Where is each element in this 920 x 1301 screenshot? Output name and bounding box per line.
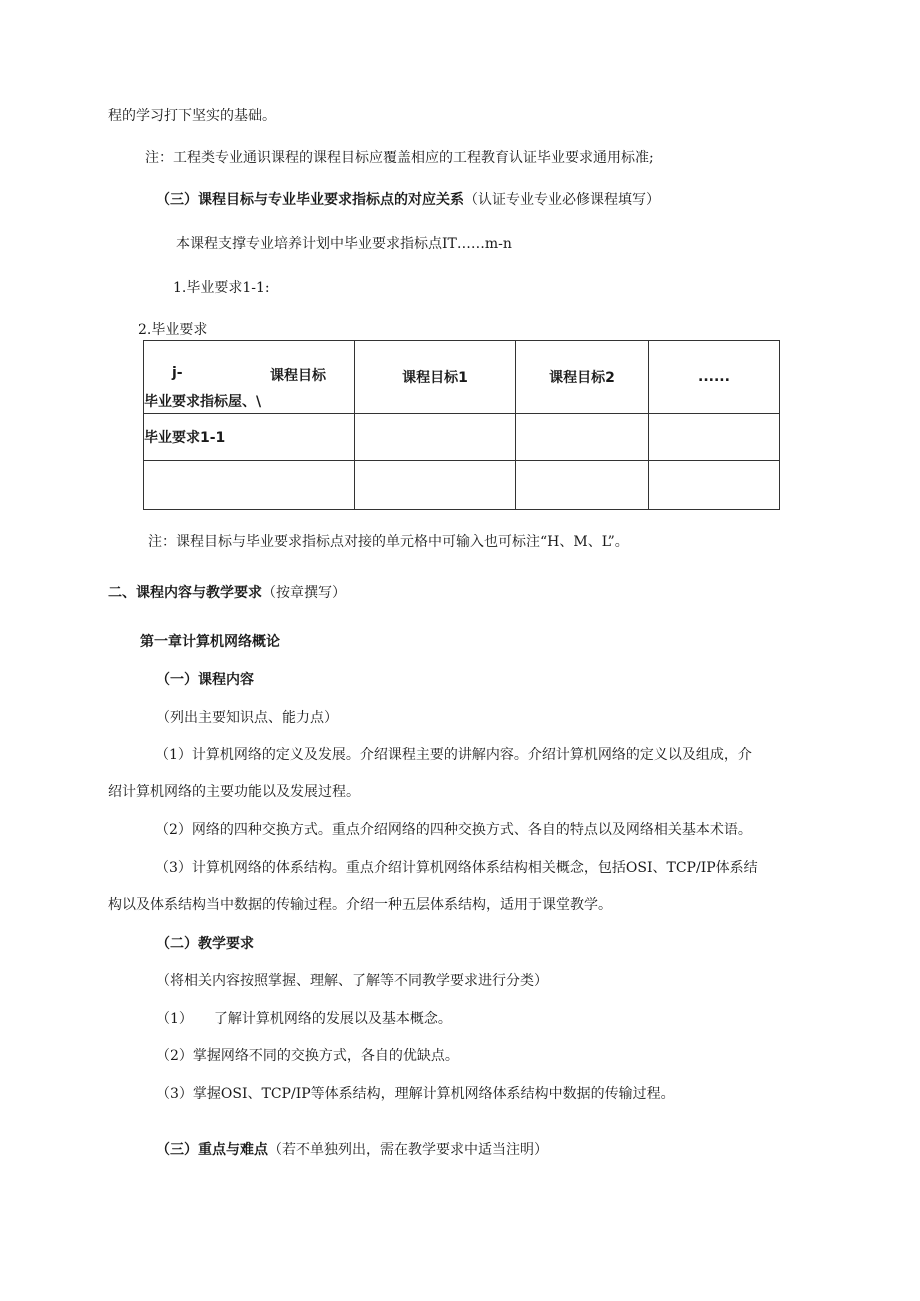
col-header: 课程目标2 bbox=[516, 341, 649, 414]
key-heading-note: （若不单独列出，需在教学要求中适当注明） bbox=[268, 1142, 548, 1158]
section3-heading-note: （认证专业专业必修课程填写） bbox=[464, 192, 660, 208]
table-row bbox=[144, 414, 780, 461]
note-table: 注：课程目标与毕业要求指标点对接的单元格中可输入也可标注“H、M、L”。 bbox=[148, 534, 629, 550]
key-heading bbox=[156, 1140, 548, 1160]
section3-heading bbox=[156, 190, 660, 210]
content-item: （3）计算机网络的体系结构。重点介绍计算机网络体系结构相关概念，包括OSI、TCP/IP体系结 bbox=[155, 860, 758, 876]
content-hint: （列出主要知识点、能力点） bbox=[156, 710, 338, 726]
teaching-item: （1） 了解计算机网络的发展以及基本概念。 bbox=[156, 1011, 452, 1027]
row-label bbox=[144, 461, 355, 510]
teaching-item: （2）掌握网络不同的交换方式，各自的优缺点。 bbox=[156, 1048, 459, 1064]
corner-bottom: 毕业要求指标屋、\ bbox=[144, 394, 262, 410]
content-item: （1）计算机网络的定义及发展。介绍课程主要的讲解内容。介绍计算机网络的定义以及组成，介 bbox=[155, 747, 752, 763]
chapter-title: 第一章计算机网络概论 bbox=[140, 634, 280, 650]
teaching-heading: （二）教学要求 bbox=[156, 936, 254, 952]
note-general: 注：工程类专业通识课程的课程目标应覆盖相应的工程教育认证毕业要求通用标准; bbox=[145, 150, 654, 166]
teaching-item: （3）掌握OSI、TCP/IP等体系结构，理解计算机网络体系结构中数据的传输过程。 bbox=[156, 1086, 675, 1102]
item1: 1.毕业要求1-1: bbox=[173, 280, 270, 296]
section-two-heading bbox=[108, 583, 346, 603]
table-cell bbox=[516, 414, 649, 461]
table-cell bbox=[649, 461, 780, 510]
corner-top-left: j- bbox=[172, 365, 183, 381]
requirements-table bbox=[143, 340, 780, 510]
section3-heading-text: （三）课程目标与专业毕业要求指标点的对应关系 bbox=[156, 192, 464, 208]
col-header: 课程目标1 bbox=[355, 341, 516, 414]
content-item: （2）网络的四种交换方式。重点介绍网络的四种交换方式、各自的特点以及网络相关基本术语。 bbox=[155, 822, 752, 838]
item2: 2.毕业要求 bbox=[138, 322, 208, 338]
section-two-heading-text: 二、课程内容与教学要求 bbox=[108, 585, 262, 601]
row-label: 毕业要求1-1 bbox=[144, 414, 355, 461]
col-header: ...... bbox=[649, 341, 780, 414]
table-cell bbox=[516, 461, 649, 510]
teaching-hint: （将相关内容按照掌握、理解、了解等不同教学要求进行分类） bbox=[156, 973, 548, 989]
support-line: 本课程支撑专业培养计划中毕业要求指标点IT……m-n bbox=[176, 236, 512, 252]
section-two-heading-note: （按章撰写） bbox=[262, 585, 346, 601]
corner-top-right: 课程目标 bbox=[270, 368, 326, 384]
table-corner-cell bbox=[144, 341, 355, 414]
key-heading-text: （三）重点与难点 bbox=[156, 1142, 268, 1158]
table-cell bbox=[355, 461, 516, 510]
intro-continuation: 程的学习打下坚实的基础。 bbox=[108, 108, 276, 124]
content-item: 绍计算机网络的主要功能以及发展过程。 bbox=[108, 784, 360, 800]
table-row bbox=[144, 461, 780, 510]
table-header-row bbox=[144, 341, 780, 414]
content-heading: （一）课程内容 bbox=[156, 672, 254, 688]
content-item: 构以及体系结构当中数据的传输过程。介绍一种五层体系结构，适用于课堂教学。 bbox=[108, 897, 612, 913]
table-cell bbox=[355, 414, 516, 461]
table-cell bbox=[649, 414, 780, 461]
